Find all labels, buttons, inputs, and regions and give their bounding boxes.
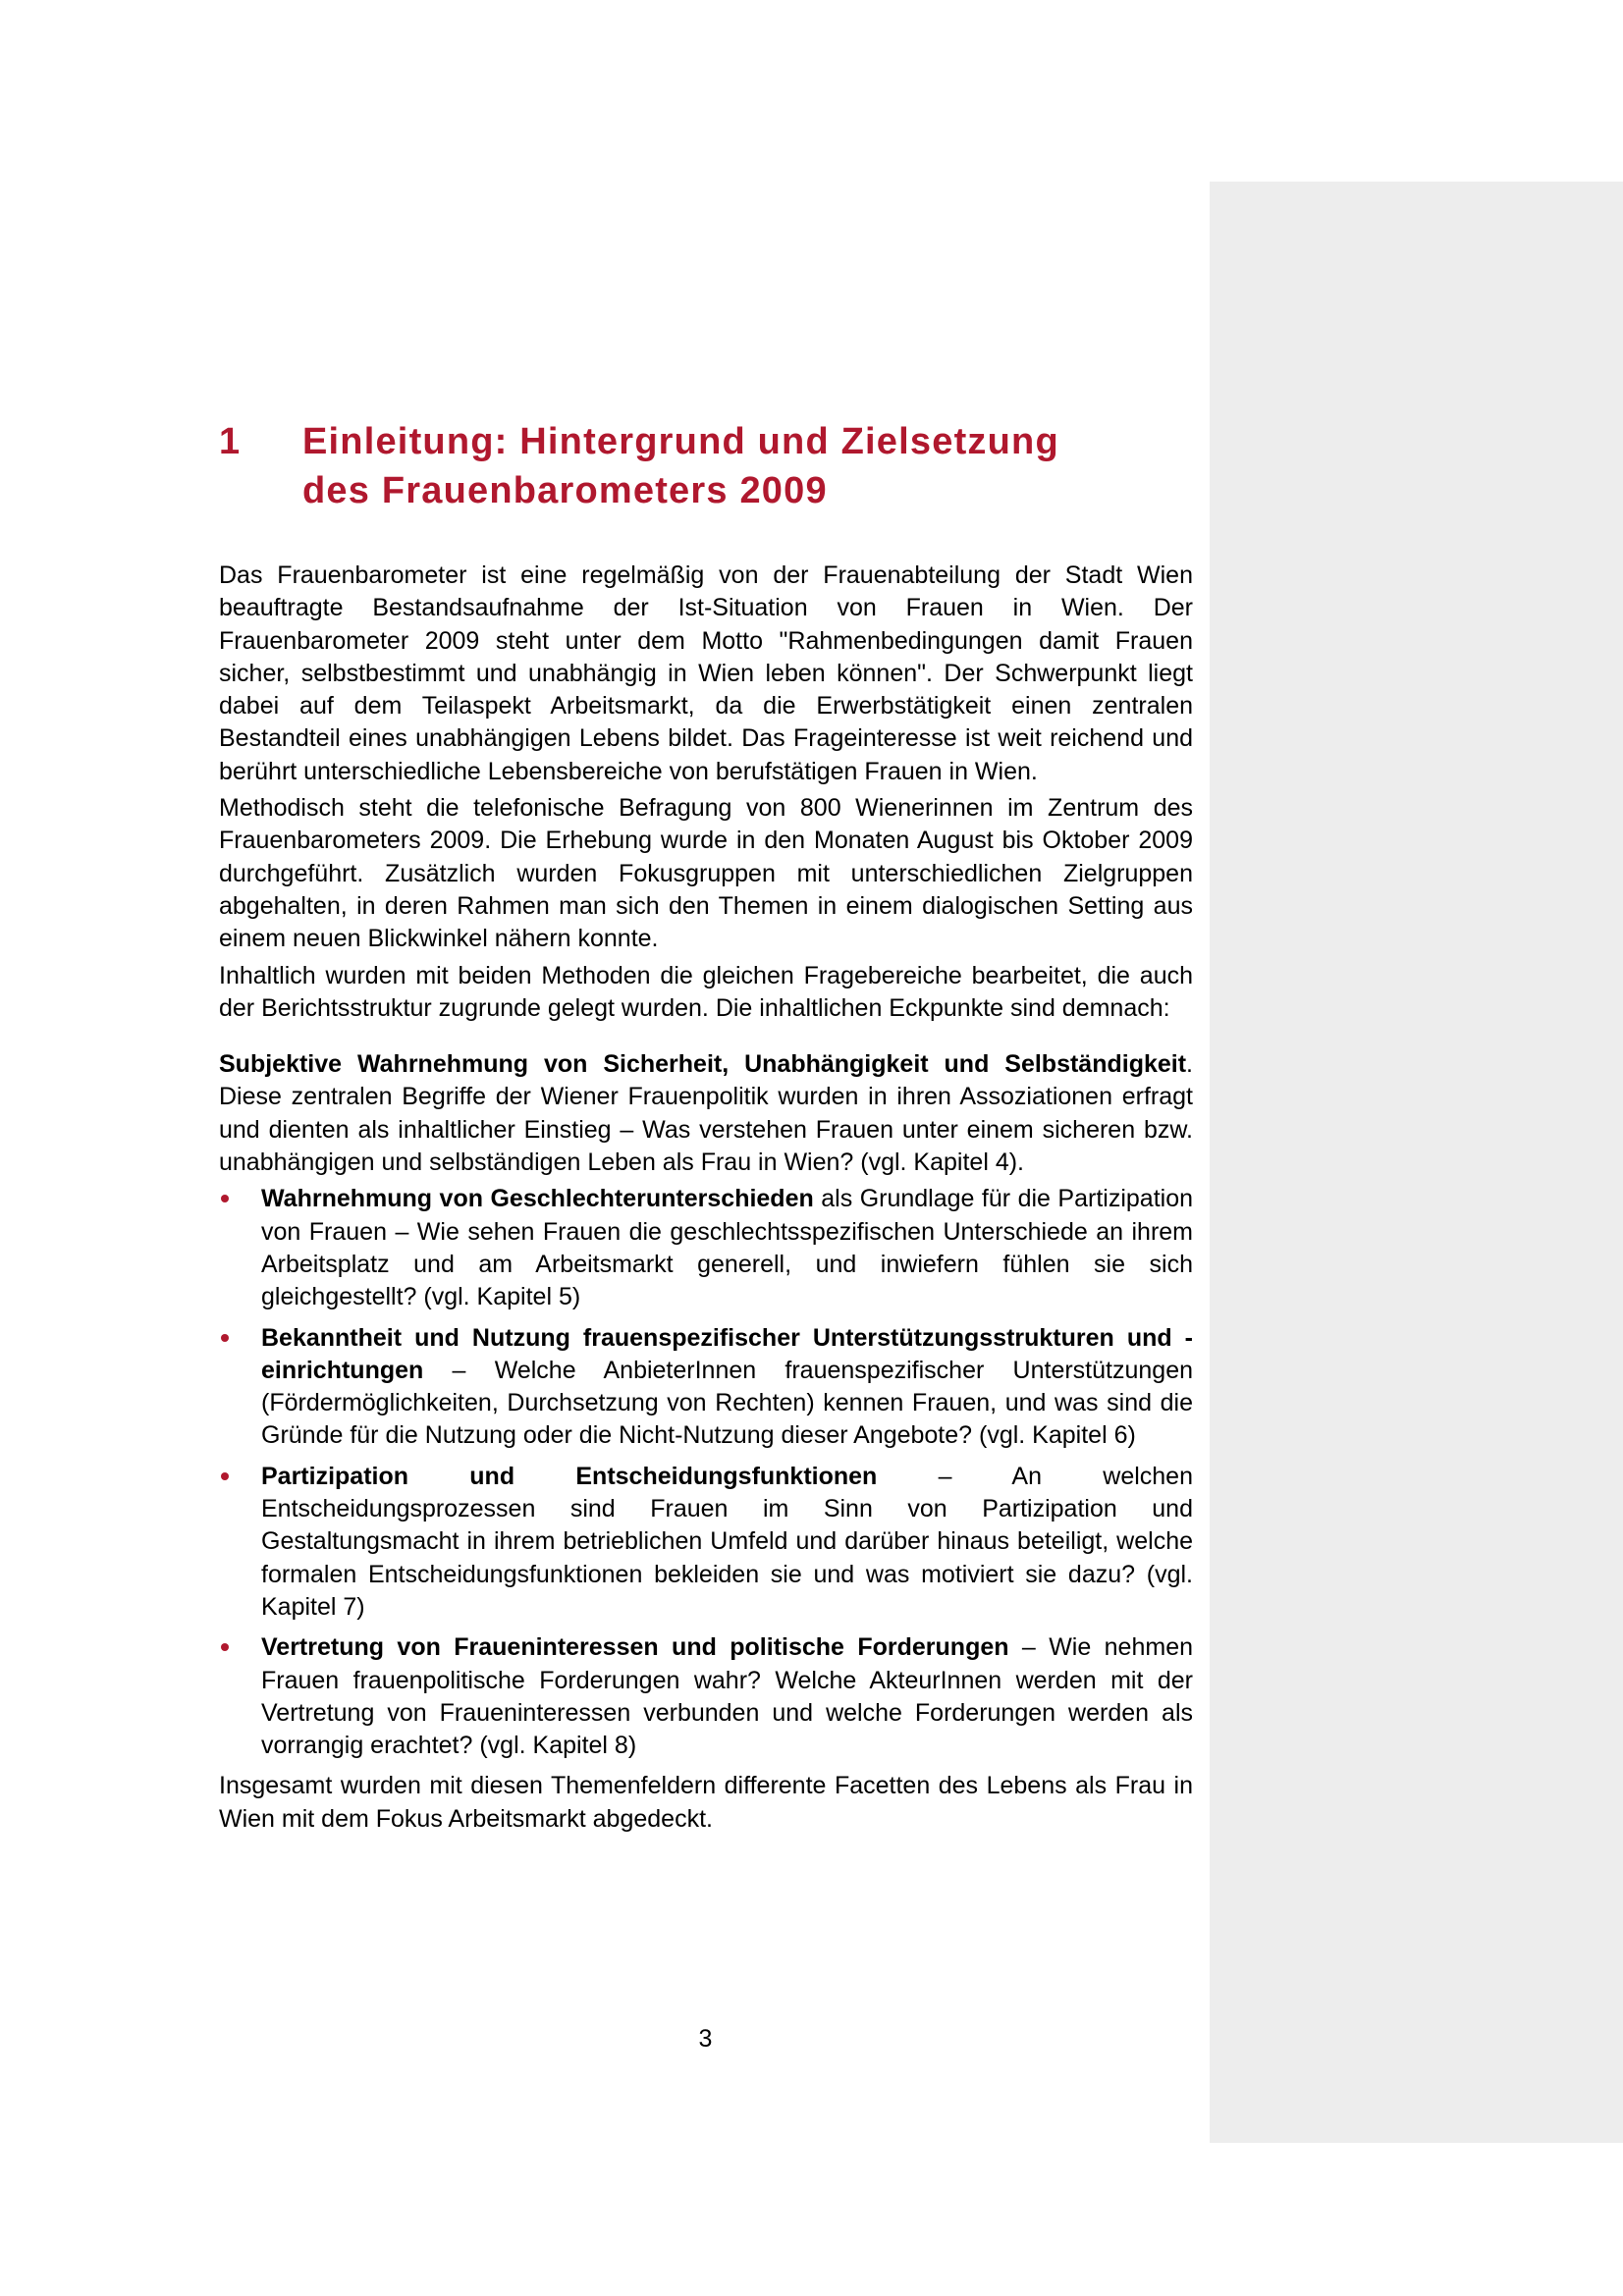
list-item-text: als Grundlage für die Partizipation von Frauen – Wie sehen Frauen die geschlechtsspezifischen Unterschiede an ihrem Arbeitsplatz und am Arbeitsmarkt generell, und inwiefern fühlen sie sich gleichgestellt? (vgl. Kapitel 5) (261, 1185, 1194, 1311)
body-text (219, 560, 1193, 1840)
paragraph-perception-bold: Subjektive Wahrnehmung von Sicherheit, Unabhängigkeit und Selbständigkeit (219, 1050, 1187, 1079)
list-item (219, 1183, 1193, 1313)
list-item (219, 1631, 1193, 1762)
bullet-icon (221, 1643, 229, 1651)
list-item-text: – An welchen Entscheidungsprozessen sind Frauen im Sinn von Partizipation und Gestaltungsmacht in ihrem betrieblichen Umfeld und darüber hinaus beteiligt, welche formalen Entscheidungsfunktionen bekleiden sie und was motiviert sie dazu? (vgl. Kapitel 7) (261, 1462, 1193, 1621)
bullet-icon (221, 1334, 229, 1342)
paragraph-perception-text: . Diese zentralen Begriffe der Wiener Frauenpolitik wurden in ihren Assoziationen erfragt und dienten als inhaltlicher Einstieg – Was verstehen Frauen unter einem sicheren bzw. unabhängigen und selbständigen Leben als Frau in Wien? (vgl. Kapitel 4). (219, 1050, 1193, 1177)
paragraph-perception (219, 1048, 1193, 1179)
page-number: 3 (698, 2025, 713, 2053)
list-item (219, 1461, 1193, 1624)
chapter-title-line-1: Einleitung: Hintergrund und Zielsetzung (302, 421, 1059, 462)
comment-margin-pane (1210, 182, 1623, 2143)
paragraph-intro: Das Frauenbarometer ist eine regelmäßig von der Frauenabteilung der Stadt Wien beauftragte Bestandsaufnahme der Ist-Situation von Frauen in Wien. Der Frauenbarometer 2009 steht unter dem Motto "Rahmenbedingungen damit Frauen sicher, selbstbestimmt und unabhängig in Wien leben können". Der Schwerpunkt liegt dabei auf dem Teilaspekt Arbeitsmarkt, da die Erwerbstätigkeit einen zentralen Bestandteil eines unabhängigen Lebens bildet. Das Frageinteresse ist weit reichend und berührt unterschiedliche Lebensbereiche von berufstätigen Frauen in Wien. (219, 561, 1193, 785)
topic-list (219, 1183, 1193, 1762)
chapter-number: 1 (219, 421, 242, 462)
list-item-bold: Wahrnehmung von Geschlechterunterschieden (261, 1185, 814, 1213)
paragraph-topics-intro: Inhaltlich wurden mit beiden Methoden die gleichen Fragebereiche bearbeitet, die auch der Berichtsstruktur zugrunde gelegt wurden. Die inhaltlichen Eckpunkte sind demnach: (219, 961, 1193, 1022)
bullet-icon (221, 1472, 229, 1480)
list-item-bold: Vertretung von Fraueninteressen und politische Forderungen (261, 1633, 1009, 1662)
list-item-bold: Partizipation und Entscheidungsfunktionen (261, 1462, 878, 1490)
paragraph-method: Methodisch steht die telefonische Befragung von 800 Wienerinnen im Zentrum des Frauenbarometers 2009. Die Erhebung wurde in den Monaten August bis Oktober 2009 durchgeführt. Zusätzlich wurden Fokusgruppen mit unterschiedlichen Zielgruppen abgehalten, in deren Rahmen man sich den Themen in einem dialogischen Setting aus einem neuen Blickwinkel nähern konnte. (219, 794, 1193, 953)
list-item-text: – Welche AnbieterInnen frauenspezifischer Unterstützungen (Fördermöglichkeiten, Durchsetzung von Rechten) kennen Frauen, und was sind die Gründe für die Nutzung oder die Nicht-Nutzung dieser Angebote? (vgl. Kapitel 6) (261, 1356, 1193, 1450)
chapter-title (302, 417, 1186, 515)
bullet-icon (221, 1195, 229, 1202)
list-item-text: – Wie nehmen Frauen frauenpolitische Forderungen wahr? Welche AkteurInnen werden mit der Vertretung von Fraueninteressen verbunden und welche Forderungen werden als vorrangig erachtet? (vgl. Kapitel 8) (261, 1633, 1193, 1760)
list-item-bold: Bekanntheit und Nutzung frauenspezifischer Unterstützungsstrukturen und -einrichtungen (261, 1323, 1193, 1384)
list-item (219, 1322, 1193, 1453)
paragraph-closing: Insgesamt wurden mit diesen Themenfeldern differente Facetten des Lebens als Frau in Wien mit dem Fokus Arbeitsmarkt abgedeckt. (219, 1772, 1193, 1833)
chapter-title-line-2: des Frauenbarometers 2009 (302, 470, 828, 511)
